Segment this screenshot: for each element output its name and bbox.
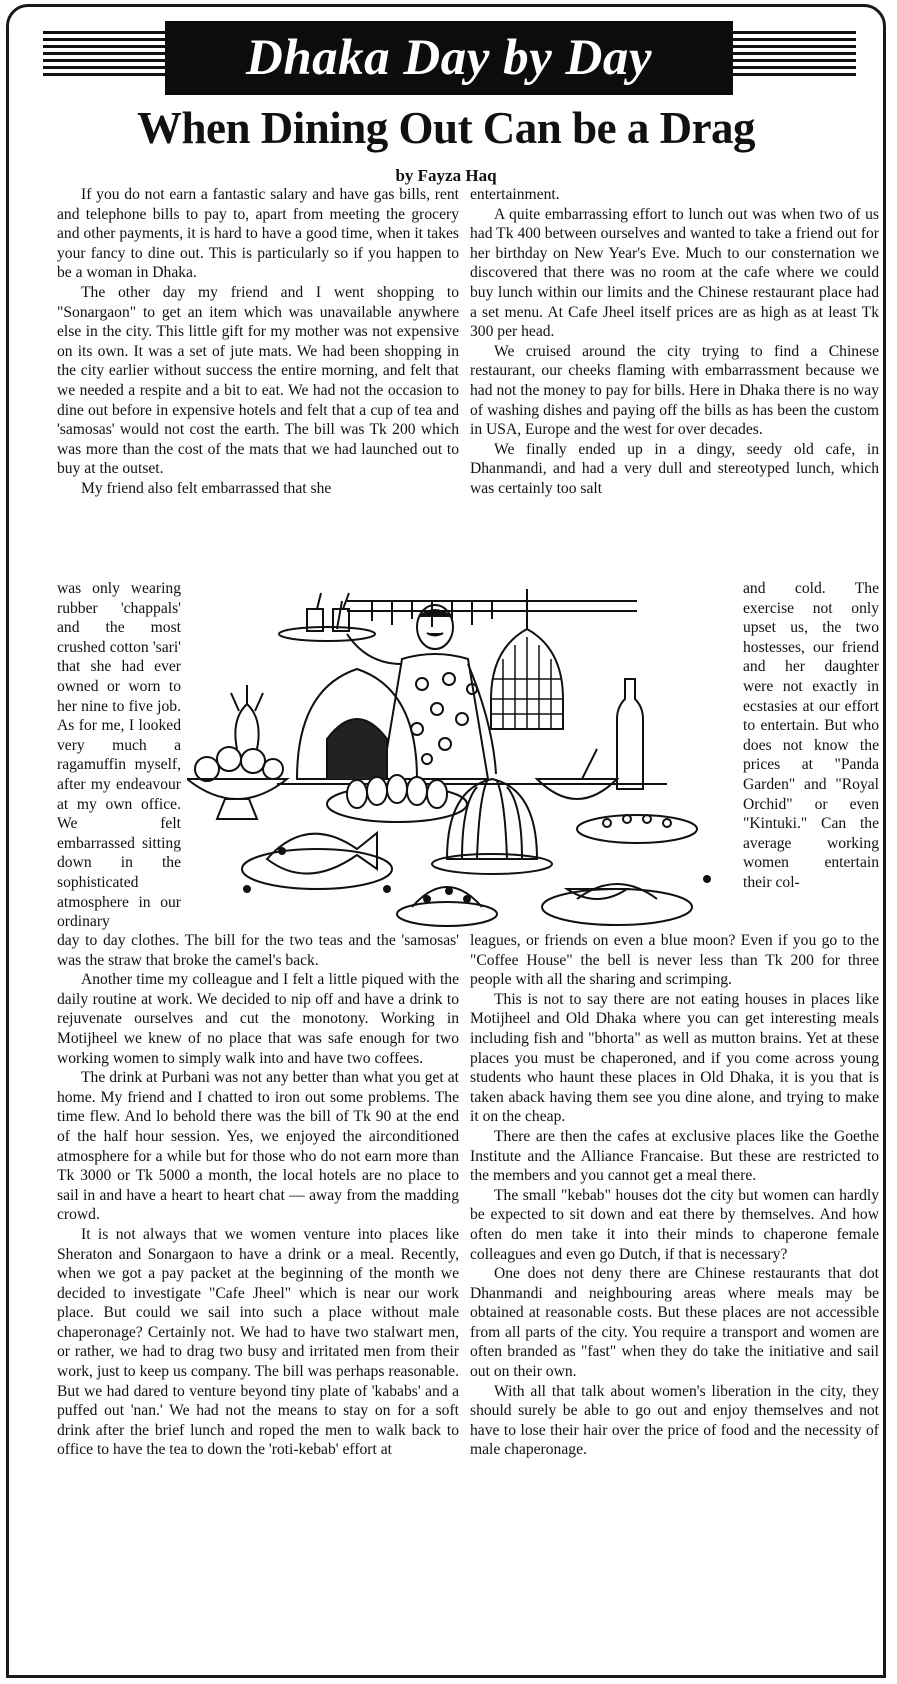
paragraph: It is not always that we women venture into places like Sheraton and Sonargaon to have a drink or a meal. Recently, when we got a pay packet at the beginning of the month we decided to investigate "Cafe Jheel" which is near our work place. But could we sail into such a place without male chaperonage? Certainly not. We had to have two stalwart men, or rather, we had to drag two busy and irritated men from their work, just to keep us company. The bill was perhaps reasonable. But we had dared to venture beyond tiny plate of 'kababs' and a puffed out 'nan.' We had not the means to stay on for a soft drink after the brief lunch and roped the men to walk back to office to have the tea to down the 'roti-kebab' effort at bbox=[57, 1225, 459, 1459]
left-column-bottom bbox=[57, 931, 459, 1460]
paragraph: day to day clothes. The bill for the two teas and the 'samosas' was the straw that broke the camel's back. bbox=[57, 932, 459, 969]
paragraph: We cruised around the city trying to find a Chinese restaurant, our cheeks flaming with embarrassment because we had not the money to pay for bills. Here in Dhaka there is no way of washing dishes and paying off the bills as has been the custom in USA, Europe and the west for over decades. bbox=[470, 342, 879, 439]
left-narrow-column: was only wearing rubber 'chappals' and the most crushed cotton 'sari' that she had ever owned or worn to her nine to five job. As for me, I looked very much a ragamuffin myself, after my endeavour at my own office. We felt embarrassed sitting down in the sophisticated atmosphere in our ordinary bbox=[57, 580, 181, 931]
paragraph: One does not deny there are Chinese restaurants that dot Dhanmandi and neighbouring areas where meals may be obtained at reasonable costs. But these places are not accessible from all parts of the city. You require a transport and women are often branded as "fast" when they do take the initiative and sail out on their own. bbox=[470, 1265, 879, 1381]
left-column-top bbox=[57, 185, 459, 499]
paragraph: With all that talk about women's liberation in the city, they should surely be able to go out and enjoy themselves and not have to lose their hair over the price of food and the necessity of male chaperonage. bbox=[470, 1382, 879, 1459]
banner-title: Dhaka Day by Day bbox=[245, 30, 652, 86]
byline: by Fayza Haq bbox=[395, 166, 497, 185]
paragraph: The drink at Purbani was not any better than what you get at home. My friend and I chatted to iron out some problems. The time flew. And lo behold there was the bill of Tk 90 at the end of the half hour session. Yes, we enjoyed the airconditioned atmosphere for a while but for those who do not earn more than Tk 3000 or Tk 5000 a month, the local hotels are no place to sail in and have a heart to heart chat — away from the madding crowd. bbox=[57, 1069, 459, 1224]
paragraph: The other day my friend and I went shopping to "Sonargaon" to get an item which was unavailable anywhere else in the city. This little gift for my mother was not expensive on its own. It was a set of jute mats. We had been shopping in the city earlier without success the entire morning, and felt that we needed a respite and a bit to eat. We had not the occasion to dine out before in expensive hotels and felt that a cup of tea and 'samosas' would not cost the earth. The bill was Tk 200 which was more than the cost of the mats that we had launched out to buy at the outset. bbox=[57, 283, 459, 478]
right-column-bottom bbox=[470, 931, 879, 1460]
jelly-mould bbox=[447, 779, 537, 859]
paragraph: A quite embarrassing effort to lunch out was when two of us had Tk 400 between ourselves and wanted to take a friend out for her birthday on New Year's Eve. Much to our consternation we discovered that there was no room at the cafe where we could buy lunch within our limits and the Chinese restaurant place had a set menu. At Cafe Jheel itself prices are as high as at least Tk 300 per head. bbox=[470, 205, 879, 341]
paragraph: entertainment. bbox=[470, 186, 560, 203]
paragraph: If you do not earn a fantastic salary and have gas bills, rent and telephone bills to pay to, apart from meeting the grocery and other payments, it is hard to have a good time, when it takes your fancy to dine out. This is particularly so if you happen to be a woman in Dhaka. bbox=[57, 186, 459, 282]
waiter-illustration bbox=[187, 589, 737, 979]
soup-bowl bbox=[537, 779, 617, 799]
paragraph: There are then the cafes at exclusive places like the Goethe Institute and the Alliance Francaise. But these are restricted to the members and you cannot get a meal there. bbox=[470, 1127, 879, 1185]
paragraph: We finally ended up in a dingy, seedy old cafe, in Dhanmandi, and had a very dull and stereotyped lunch, which was certainly too salt bbox=[470, 440, 879, 497]
waiter-arm bbox=[347, 634, 402, 664]
fish-plate bbox=[242, 849, 392, 889]
paragraph: My friend also felt embarrassed that she bbox=[81, 479, 332, 497]
rail-post bbox=[337, 601, 342, 629]
headline: When Dining Out Can be a Drag bbox=[136, 103, 756, 153]
paragraph: Another time my colleague and I felt a little piqued with the daily routine at work. We decided to nip off and have a drink to rejuvenate ourselves and cut the monotony. Working in Motijheel we knew of no place that was safe enough for two working women to simply walk into and have two coffees. bbox=[57, 971, 459, 1067]
dish-plate bbox=[577, 815, 697, 843]
right-column-top bbox=[470, 185, 879, 499]
paragraph: leagues, or friends on even a blue moon? Even if you go to the "Coffee House" the bell is never less than Tk 200 for three people with all the sharing and scrimping. bbox=[470, 932, 879, 989]
tray bbox=[279, 627, 375, 641]
paragraph: This is not to say there are not eating houses in places like Motijheel and Old Dhaka where you can get interesting meals including fish and "bhorta" as well as mutton brains. Yet at these places you must be chaperoned, and if you come across young students who haunt these places in Old Dhaka, it is you that is taken aback having them see you dine alone, and trying to make it on the cheap. bbox=[470, 990, 879, 1126]
article-frame bbox=[6, 4, 886, 1678]
bottle bbox=[617, 679, 643, 789]
paragraph: The small "kebab" houses dot the city but women can hardly be expected to sit down and eat there by themselves. And how often do men take it into their minds to chaperone female colleagues and even go Dutch, if that is necessary? bbox=[470, 1186, 879, 1263]
right-narrow-column: and cold. The exercise not only upset us, the two hostesses, our friend and her daughter were not exactly in ecstasies at our effort to entertain. But who does not know the prices at "Panda Garden" and "Royal Orchid" or even "Kintuki." Can the average working women entertain their col- bbox=[743, 580, 879, 891]
column-banner bbox=[43, 21, 856, 95]
fruit-bowl bbox=[187, 779, 287, 799]
banner-box bbox=[165, 21, 733, 95]
